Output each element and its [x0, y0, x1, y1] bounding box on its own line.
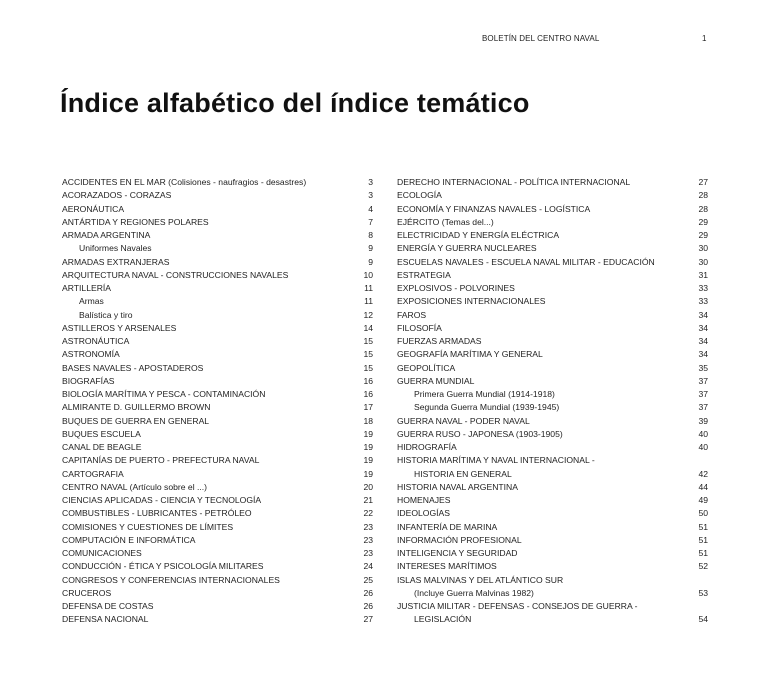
index-entry-page: 11	[364, 283, 373, 293]
index-entry-label: ELECTRICIDAD Y ENERGÍA ELÉCTRICA	[397, 230, 560, 240]
index-entry	[62, 282, 374, 295]
index-entry-page: 51	[698, 521, 708, 532]
index-entry-label: CRUCEROS	[62, 587, 112, 598]
index-entry	[397, 282, 709, 295]
index-entry-page: 51	[698, 548, 708, 558]
index-entry	[62, 269, 374, 282]
index-entry	[397, 547, 709, 560]
index-entry-page: 23	[363, 521, 373, 532]
index-entry-page: 34	[698, 322, 708, 333]
index-entry-page: 19	[363, 455, 373, 466]
index-entry-label: INFANTERÍA DE MARINA	[397, 521, 498, 532]
page-number: 1	[702, 34, 707, 43]
index-entry-page: 33	[698, 283, 708, 293]
index-entry	[62, 322, 374, 335]
index-entry-page: 34	[698, 309, 708, 320]
index-entry-page: 3	[368, 190, 373, 201]
index-entry-page: 9	[368, 243, 373, 254]
index-entry	[397, 468, 709, 481]
index-entry-page: 39	[698, 415, 708, 426]
index-entry-page: 24	[363, 561, 373, 572]
index-entry	[62, 242, 374, 255]
index-entry-page: 15	[363, 349, 373, 360]
index-entry-page: 34	[698, 336, 708, 346]
index-entry-page: 19	[363, 428, 373, 439]
index-entry-label: INTELIGENCIA Y SEGURIDAD	[397, 548, 518, 558]
index-entry-page: 40	[698, 442, 708, 452]
index-entry-label: Primera Guerra Mundial (1914-1918)	[414, 389, 555, 399]
index-entry	[397, 388, 709, 401]
index-entry-label: ASTRONOMÍA	[62, 349, 120, 360]
index-entry-page: 50	[698, 508, 708, 519]
running-head: BOLETÍN DEL CENTRO NAVAL	[482, 34, 600, 43]
index-entry	[62, 521, 374, 534]
index-entry-page: 18	[363, 415, 373, 426]
index-entry	[397, 613, 709, 626]
index-entry-label: JUSTICIA MILITAR - DEFENSAS - CONSEJOS DE GUERRA -	[397, 601, 638, 611]
index-entry-page: 44	[698, 481, 708, 492]
index-entry-label: BIOLOGÍA MARÍTIMA Y PESCA - CONTAMINACIÓN	[62, 389, 266, 399]
index-entry-page: 34	[698, 349, 708, 360]
index-entry-label: Segunda Guerra Mundial (1939-1945)	[414, 402, 560, 413]
index-entry-label: GEOGRAFÍA MARÍTIMA Y GENERAL	[397, 349, 543, 360]
index-entry-label: INFORMACIÓN PROFESIONAL	[397, 534, 522, 545]
index-entry	[397, 494, 709, 507]
index-entry-page: 42	[698, 468, 708, 479]
index-entry-label: Uniformes Navales	[79, 243, 152, 254]
index-entry-label: HOMENAJES	[397, 495, 451, 505]
index-entry-label: EXPOSICIONES INTERNACIONALES	[397, 296, 546, 307]
index-entry-page: 49	[698, 495, 708, 505]
index-entry	[62, 388, 374, 401]
index-entry	[62, 534, 374, 547]
index-entry-label: ARMADAS EXTRANJERAS	[62, 256, 170, 267]
index-entry-label: GEOPOLÍTICA	[397, 362, 456, 373]
index-entry-page: 15	[363, 362, 373, 373]
index-entry-label: ANTÁRTIDA Y REGIONES POLARES	[62, 216, 209, 227]
index-entry-label: ACORAZADOS - CORAZAS	[62, 190, 172, 201]
index-entry	[397, 428, 709, 441]
index-entry-label: GUERRA NAVAL - PODER NAVAL	[397, 415, 530, 426]
index-entry-label: ARQUITECTURA NAVAL - CONSTRUCCIONES NAVALES	[62, 269, 289, 280]
index-entry-page: 4	[368, 203, 373, 214]
index-entry-page: 16	[363, 375, 373, 386]
index-entry	[62, 375, 374, 388]
index-entry-label: HISTORIA MARÍTIMA Y NAVAL INTERNACIONAL -	[397, 455, 595, 466]
index-entry-label: ESTRATEGIA	[397, 269, 451, 280]
index-entry	[397, 600, 709, 613]
index-entry-label: CIENCIAS APLICADAS - CIENCIA Y TECNOLOGÍA	[62, 495, 262, 505]
index-entry-page: 8	[368, 230, 373, 240]
index-entry-page: 17	[363, 402, 373, 413]
index-entry-label: COMISIONES Y CUESTIONES DE LÍMITES	[62, 521, 234, 532]
index-entry-label: GUERRA RUSO - JAPONESA (1903-1905)	[397, 428, 563, 439]
index-entry	[397, 256, 709, 269]
index-entry-label: EJÉRCITO (Temas del...)	[397, 216, 494, 227]
index-entry-label: LEGISLACIÓN	[414, 614, 472, 625]
index-entry	[397, 587, 709, 600]
index-entry	[62, 600, 374, 613]
index-entry	[62, 560, 374, 573]
index-entry	[397, 176, 709, 189]
index-entry	[62, 348, 374, 361]
index-entry	[397, 415, 709, 428]
index-entry	[62, 494, 374, 507]
index-entry-label: BUQUES DE GUERRA EN GENERAL	[62, 415, 210, 426]
index-entry-page: 3	[368, 177, 373, 187]
index-entry	[62, 189, 374, 202]
index-entry-label: ASTRONÁUTICA	[62, 336, 130, 346]
index-entry-page: 51	[698, 534, 708, 545]
index-entry-label: HISTORIA NAVAL ARGENTINA	[397, 481, 518, 492]
index-entry	[62, 362, 374, 375]
index-entry-page: 52	[698, 561, 708, 572]
index-entry-page: 11	[364, 296, 373, 307]
index-entry-label: ENERGÍA Y GUERRA NUCLEARES	[397, 243, 537, 254]
index-entry-page: 54	[698, 614, 708, 625]
index-entry-label: COMBUSTIBLES - LUBRICANTES - PETRÓLEO	[62, 508, 252, 519]
index-entry-label: CARTOGRAFIA	[62, 468, 124, 479]
index-entry	[397, 362, 709, 375]
index-entry-page: 25	[363, 574, 373, 585]
index-entry-page: 23	[363, 534, 373, 545]
index-entry-label: INTERESES MARÍTIMOS	[397, 561, 497, 572]
index-entry-label: CONDUCCIÓN - ÉTICA Y PSICOLOGÍA MILITARES	[62, 561, 264, 572]
index-entry-label: DERECHO INTERNACIONAL - POLÍTICA INTERNACIONAL	[397, 177, 631, 187]
index-entry	[397, 401, 709, 414]
index-entry-page: 15	[363, 336, 373, 346]
index-entry-label: HISTORIA EN GENERAL	[414, 468, 512, 479]
index-entry	[397, 216, 709, 229]
index-entry	[397, 229, 709, 242]
index-entry-label: EXPLOSIVOS - POLVORINES	[397, 283, 515, 293]
index-entry-label: Armas	[79, 296, 104, 307]
index-entry	[62, 507, 374, 520]
index-entry-page: 9	[368, 256, 373, 267]
index-entry-label: ECONOMÍA Y FINANZAS NAVALES - LOGÍSTICA	[397, 203, 591, 214]
index-entry	[62, 587, 374, 600]
index-entry	[397, 454, 709, 467]
index-entry	[62, 176, 374, 189]
index-entry-page: 26	[363, 601, 373, 611]
index-entry-page: 53	[698, 587, 708, 598]
index-entry-page: 16	[363, 389, 373, 399]
index-entry	[62, 335, 374, 348]
index-entry-label: ESCUELAS NAVALES - ESCUELA NAVAL MILITAR - EDUCACIÓN	[397, 256, 655, 267]
index-entry	[397, 348, 709, 361]
index-entry	[397, 322, 709, 335]
index-entry	[62, 309, 374, 322]
index-entry	[62, 481, 374, 494]
index-entry	[62, 401, 374, 414]
index-entry-page: 12	[363, 309, 373, 320]
index-entry-label: DEFENSA NACIONAL	[62, 614, 149, 625]
index-entry-page: 21	[363, 495, 373, 505]
index-entry	[397, 560, 709, 573]
index-entry-label: ECOLOGÍA	[397, 190, 442, 201]
index-entry-page: 10	[363, 269, 373, 280]
index-entry	[397, 189, 709, 202]
index-entry	[397, 269, 709, 282]
index-entry	[62, 415, 374, 428]
index-entry	[397, 335, 709, 348]
index-entry-page: 29	[698, 216, 708, 227]
index-entry	[62, 441, 374, 454]
index-entry	[62, 468, 374, 481]
index-entry-label: CAPITANÍAS DE PUERTO - PREFECTURA NAVAL	[62, 455, 260, 466]
index-entry	[397, 521, 709, 534]
index-entry-page: 27	[363, 614, 373, 625]
index-entry-page: 30	[698, 256, 708, 267]
index-entry-page: 22	[363, 508, 373, 519]
index-entry-label: CONGRESOS Y CONFERENCIAS INTERNACIONALES	[62, 574, 280, 585]
index-entry-label: GUERRA MUNDIAL	[397, 375, 475, 386]
index-entry-label: IDEOLOGÍAS	[397, 508, 451, 519]
index-entry-page: 37	[698, 389, 708, 399]
index-entry-label: BUQUES ESCUELA	[62, 428, 141, 439]
index-entry-page: 31	[698, 269, 708, 280]
index-entry-label: FILOSOFÍA	[397, 322, 442, 333]
index-entry-label: CENTRO NAVAL (Artículo sobre el ...)	[62, 481, 208, 492]
index-entry-label: COMPUTACIÓN E INFORMÁTICA	[62, 534, 196, 545]
index-entry-page: 29	[698, 230, 708, 240]
index-entry	[397, 534, 709, 547]
index-column-left	[62, 176, 374, 627]
index-entry-label: COMUNICACIONES	[62, 548, 142, 558]
index-entry-label: ARTILLERÍA	[62, 283, 112, 293]
index-entry-page: 30	[698, 243, 708, 254]
index-entry	[397, 203, 709, 216]
index-entry-label: ALMIRANTE D. GUILLERMO BROWN	[62, 402, 211, 413]
index-entry-page: 27	[698, 177, 708, 187]
index-entry	[62, 613, 374, 626]
index-entry	[397, 481, 709, 494]
index-column-right	[397, 176, 709, 627]
index-entry	[62, 229, 374, 242]
index-entry	[397, 441, 709, 454]
index-entry	[397, 375, 709, 388]
index-entry-label: BIOGRAFÍAS	[62, 375, 115, 386]
index-entry	[62, 203, 374, 216]
index-entry-page: 28	[698, 190, 708, 201]
index-entry-label: FUERZAS ARMADAS	[397, 336, 482, 346]
index-entry-label: ISLAS MALVINAS Y DEL ATLÁNTICO SUR	[397, 574, 564, 585]
index-entry-page: 37	[698, 402, 708, 413]
index-entry	[397, 574, 709, 587]
index-entry	[62, 216, 374, 229]
index-entry	[397, 507, 709, 520]
index-entry-page: 40	[698, 428, 708, 439]
index-entry	[62, 428, 374, 441]
index-entry-page: 35	[698, 362, 708, 373]
index-entry	[397, 295, 709, 308]
index-entry-page: 33	[698, 296, 708, 307]
index-entry-page: 23	[363, 548, 373, 558]
index-entry-label: Balística y tiro	[79, 309, 133, 320]
index-entry-label: CANAL DE BEAGLE	[62, 442, 142, 452]
index-entry-label: ARMADA ARGENTINA	[62, 230, 151, 240]
page-title: Índice alfabético del índice temático	[60, 88, 530, 118]
index-entry	[397, 309, 709, 322]
index-entry-label: DEFENSA DE COSTAS	[62, 601, 154, 611]
index-entry-label: AERONÁUTICA	[62, 203, 125, 214]
index-entry-label: BASES NAVALES - APOSTADEROS	[62, 362, 204, 373]
index-entry-label: (Incluye Guerra Malvinas 1982)	[414, 587, 534, 598]
index-entry-page: 14	[363, 322, 373, 333]
index-entry	[62, 547, 374, 560]
index-entry-page: 20	[363, 481, 373, 492]
index-entry-label: FAROS	[397, 309, 427, 320]
index-entry	[397, 242, 709, 255]
index-entry-page: 19	[363, 468, 373, 479]
index-entry-page: 37	[698, 375, 708, 386]
index-entry-page: 7	[368, 216, 373, 227]
index-entry	[62, 256, 374, 269]
index-entry-page: 19	[363, 442, 373, 452]
index-entry-page: 26	[363, 587, 373, 598]
index-entry-page: 28	[698, 203, 708, 214]
index-entry	[62, 574, 374, 587]
index-entry-label: HIDROGRAFÍA	[397, 442, 457, 452]
index-entry	[62, 295, 374, 308]
index-entry	[62, 454, 374, 467]
index-entry-label: ACCIDENTES EN EL MAR (Colisiones - naufragios - desastres)	[62, 177, 307, 187]
index-entry-label: ASTILLEROS Y ARSENALES	[62, 322, 177, 333]
